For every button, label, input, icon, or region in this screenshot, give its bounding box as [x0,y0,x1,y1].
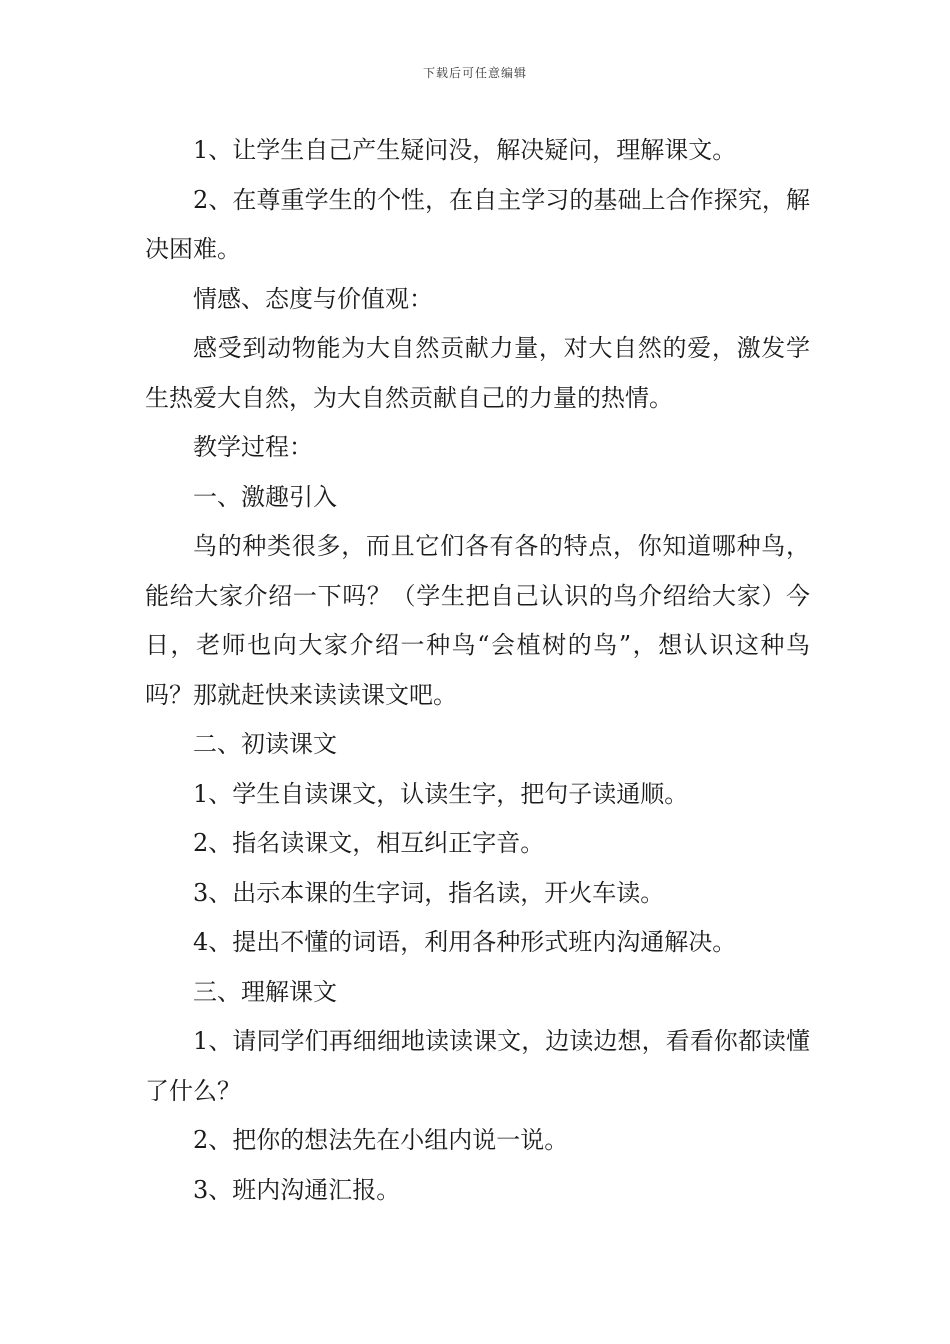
paragraph-emotion-goal: 感受到动物能为大自然贡献力量，对大自然的爱，激发学生热爱大自然，为大自然贡献自己的力量的热情。 [145,334,810,412]
heading-emotion-values: 情感、态度与价值观： [193,284,433,313]
heading-section-3: 三、理解课文 [193,977,337,1006]
page-header: 下载后可任意编辑 [422,66,527,80]
paragraph-understanding-2: 2、把你的想法先在小组内说一说。 [193,1126,569,1154]
paragraph-goal-2: 2、在尊重学生的个性，在自主学习的基础上合作探究，解决困难。 [145,185,810,263]
heading-section-1: 一、激趣引入 [193,482,337,511]
heading-teaching-process: 教学过程： [193,433,313,461]
document-body [145,126,810,1215]
paragraph-reading-3: 3、出示本课的生字词，指名读，开火车读。 [193,878,665,907]
paragraph-introduction: 鸟的种类很多，而且它们各有各的特点，你知道哪种鸟，能给大家介绍一下吗？（学生把自己认识的鸟介绍给大家）今日，老师也向大家介绍一种鸟“会植树的鸟”，想认识这种鸟吗？那就赶快来读读课文吧。 [145,532,810,709]
paragraph-understanding-1: 1、请同学们再细细地读读课文，边读边想，看看你都读懂了什么？ [145,1027,810,1105]
paragraph-goal-1: 1、让学生自己产生疑问没，解决疑问，理解课文。 [193,136,737,164]
heading-section-2: 二、初读课文 [193,730,337,758]
paragraph-understanding-3: 3、班内沟通汇报。 [193,1175,401,1204]
paragraph-reading-2: 2、指名读课文，相互纠正字音。 [193,829,545,857]
paragraph-reading-1: 1、学生自读课文，认读生字，把句子读通顺。 [193,779,689,808]
paragraph-reading-4: 4、提出不懂的词语，利用各种形式班内沟通解决。 [193,928,737,956]
